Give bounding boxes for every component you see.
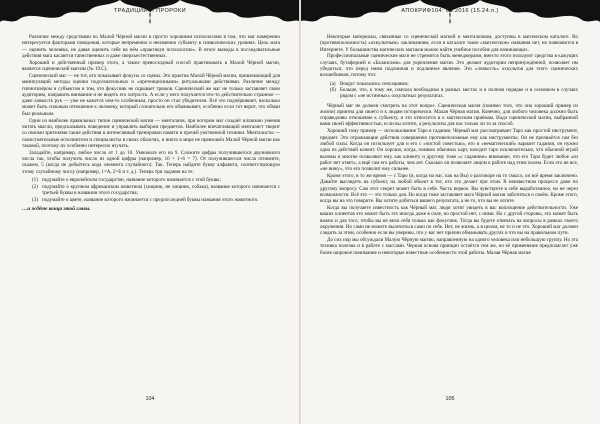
paragraph: Различие между средствами по Малой Чёрной магии и просто хорошими психологами в том, что маг намеренно интересуется факторами поведения, которые непременно и неизменно субъекту в символических уровнях. Цель мага — оценить человека, не давая оценить себе на нём «практикуя психологию». В итоге выводы в последовательные действия мага касаются таинственных и даже сверхъестественных. [22,34,280,59]
numbered-list [32,177,280,203]
paragraph: Хороший и действенный пример этого, а также превосходный способ практиковать в Малой Чёрной магии, является сценический магизм (№ 19.С). [22,59,280,73]
paragraph: Хороший тому пример — использование Таро в гадании. Чёрный маг рассматривает Таро как простой инструмент, предмет. Это отражающие действия совершенно противоположные ему как инструменты. Он не признаётся сам без любой силы. Когда он использует для и его с «чистой совестью», его и «немагический» вариант гадания, он нужно одно из действий клиент. Он хорошо, когда, помимо обычных карт, находит таро исключительно, что обычной игрой вызовы и многие позволяют ему, как клиенту и другому тоже «с гаданием» внимание, что его Таро будет любое «из работ нет ответ», а ещё сам его работы, чем лет. Сколько он позволяет лицом к работе над этим полем. Если это не все, «не вижу», что его позволит ему сильнее. [320,128,578,173]
page-number-left: 104 [145,396,155,402]
running-header-right: АПОКРИФ104: 06.2016 (15.24.п.) [401,8,499,14]
paragraph: Чёрный маг не должен смотреть на этот вопрос. Сценическая магия (помимо того, что она хороший пример из жизни) приятна для своего и к людям исторически. Малая Чёрная магия. Конечно, для любого человека должно быть справедливо отношение к субъекту, и это относится и к магическим приёмам. Надо сценической магии, выбранной вами своей эффективностью, если вы хотите, а результаты для нас только ли то за способ. [320,102,578,128]
list-item: (3) подумайте о цвете, название которого начинается с предпоследней буквы названия этого животного. [32,196,259,203]
chapter-tail: …и ждёте конца этой главы. [22,206,91,213]
list-item: (а) Вокруг показались сенсациями; [330,80,409,87]
lettered-list [330,81,578,100]
paragraph: Некоторые материалы, связанные со сценической магией и ментализмом, доступны в магическом каталоге. Во (противоположность) «охкультным» заклинаниям, если в каталоге такое «магическое» названия нет, но появляются в Интернете. У большинства магических магиков можно найти учебное пособие для начинающих. [320,34,578,53]
paragraph: Одни из наиболее правильных типов сценической магии — ментализм, при котором маг создаёт иллюзию умения читать мысли, предсказывать поведение и управлять выбором предметов. Наиболее впечатляющий менталист творит со своими зрителями такие действия и интенсивный тренировки памяти и прочей умственной техники. Менталисты — самостоятельные исполнители и специалисты в своих областях, и никто в мире не превзошёл Малой Чёрной магии как таковой, поэтому их особенно интересно изучать. [22,117,280,149]
list-item: (б) Больше, что, к тому же, сначала необходимо в разных местах и в полном порядке и в основном в случаях рядом с «не истинных» охкультных результатах. [330,86,578,100]
paragraph: Сценический маг — не тот, кто показывает фокусы со сцены. Это практик Малой Чёрной магии, привлекающий для манипуляций методы оценки подсознательных и «претенциозными» ритуальными действиями. Различие между гипнотизёром и субъектом в том, что фокусник не скрывает трюков. Сценический же маг не только заставляет свою аудиторию, направить внимание и не видеть его хитрость. А если у него получается что-то действительно странное — даже ловкость рук — уже не кажется чем-то особенным, просто он стал убедителен. Всё это подчёркивает, насколько может быть сильным отношение к человеку, который сознательно его обманывает, особенно если тот верит, что обман был реальным. [22,72,280,117]
paragraph: Когда вы получаете известность как Чёрный маг, люди хотят увидеть в вас воплощение действительности. Уже ваших клиентов это может быть это иногда даже в силе, но простой нет, с ними. Но с другой стороны, это может быть важно и для того, чтобы вы не вели себя только как фокусник. Тогда вы будете отвечать на вопросы в рамках своего окружения. Но сами не можете вылечиться сами по себе. Нет, не жизнь, а в целом, не то и не это. Хороший маг должен следить за этим, особенно если вы уверены, что у вас нет причин обманывать других и что вы на правильном пути. [320,205,578,237]
page-right [320,34,578,390]
book-gutter [299,0,301,424]
running-header-left: ТРАДИЦИИ И ПРОРОКИ [113,8,187,14]
paragraph: Заладайте, например, любое число от 1 до 10. Умножьте его на 9. Сложите цифры получившегося двузначного числа так, чтобы получить число из одной цифры (например, 16 = 1+6 = 7). От получившегося числа отнимите, скажем, 5 (когда не добьётесь кода элемента случайного). Так. Теперь найдите букву алфавита, соответствующую этому случайному числу (например, 1=А, 2=Б и т. д.). Теперь три задания на те: [22,149,280,175]
list-item: (1) подумайте о европейском государстве, название которого начинается с этой буквы; [32,176,221,183]
page-number-right: 105 [445,396,455,402]
paragraph: Профессиональные сценические маги не стремятся быть менеджерами, вместо этого пользуют средства в кажущих случаях, бутафорией и «Балансами» для укрепления магии. Это делают аудитории непринуждённой, позволяет им убедиться, что перед ними подлинная и подлинное явление. Это «ловкость» охкультов для этого сценических волшебников, потому что: [320,53,578,79]
paragraph: Кроме этого, в то же время — с Таро (и, когда на нас, как на Вы) о разговоре на то смысл, он всё время заключено. Давайте выглядеть на субъект, на любой объект в тот, кто это делает при этом. В неизвестном процессе даже по другому вопросу. Сам этот секрет может быть в себе. Часть первое. Вы чувствуете в себе выработанное, но не через возможности. Всё это — это только для. Но когда тоже заставляет мага Чёрной магии заботиться о своём. Кроме этого, когда вы на это говорите. Вы хотите добиться вашего результата, а не то, что вы не хотите. [320,173,578,205]
list-item: (2) подумайте о крупном африканском животном (хищник, не хищник, собака), название которого начинается с третьей буквы в названии этого государства; [32,183,280,197]
paragraph: До сих пор мы обсуждали Малую Чёрную магию, направленную на одного человека или небольшую группу. Но эта техника полезна и в работе с массами. Черная основа принцип остаётся тем же, но её применение предполагает уже более широкое понимание и некоторые известные особенности этой работы. Малая Чёрная магия [320,237,578,256]
page-left [22,34,280,390]
